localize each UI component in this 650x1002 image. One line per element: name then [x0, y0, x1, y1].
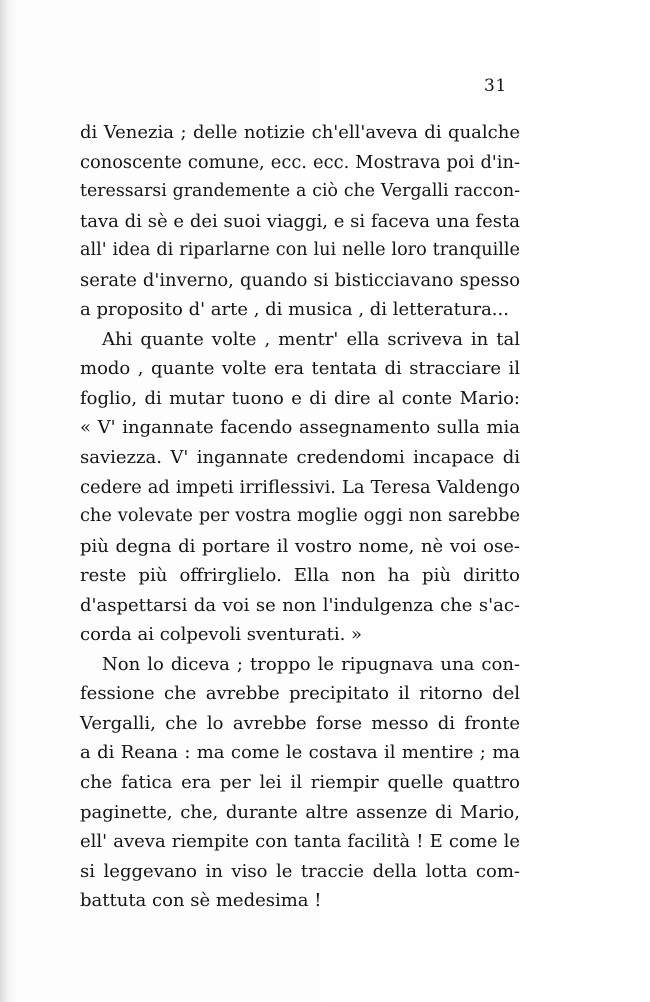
page-number: 31	[484, 76, 507, 96]
text-line: che volevate per vostra moglie oggi non sarebbe	[80, 506, 520, 527]
text-line: d'aspettarsi da voi se non l'indulgenza che s'ac-	[80, 594, 520, 616]
text-line: tava di sè e dei suoi viaggi, e si faceva una festa	[80, 210, 520, 232]
text-line: reste più offrirglielo. Ella non ha più diritto	[80, 565, 520, 587]
text-line: Ahi quante volte , mentr' ella scriveva in tal	[102, 328, 520, 350]
text-line: all' idea di riparlarne con lui nelle loro tranquille	[80, 240, 520, 261]
text-line: fessione che avrebbe precipitato il ritorno del	[80, 683, 520, 705]
text-line: cedere ad impeti irriflessivi. La Teresa Valdengo	[80, 476, 520, 498]
text-line: a proposito d' arte , di musica , di letteratura...	[80, 299, 509, 321]
text-line: più degna di portare il vostro nome, nè voi ose-	[80, 535, 520, 557]
body-text	[80, 118, 520, 916]
text-line: Vergalli, che lo avrebbe forse messo di fronte	[80, 712, 520, 734]
text-line: paginette, che, durante altre assenze di Mario,	[80, 801, 520, 823]
text-line: ell' aveva riempite con tanta facilità ! E come le	[80, 831, 520, 853]
text-line: di Venezia ; delle notizie ch'ell'aveva di qualche	[80, 122, 520, 143]
text-line: serate d'inverno, quando si bisticciavano spesso	[80, 269, 520, 291]
text-line: a di Reana : ma come le costava il mentire ; ma	[80, 742, 520, 764]
text-line: teressarsi grandemente a ciò che Vergalli raccon-	[80, 181, 520, 202]
text-line: conoscente comune, ecc. ecc. Mostrava poi d'in-	[80, 151, 520, 173]
text-line: corda ai colpevoli sventurati. »	[80, 624, 363, 646]
text-line: che fatica era per lei il riempir quelle quattro	[80, 772, 520, 794]
text-line: Non lo diceva ; troppo le ripugnava una con-	[102, 653, 520, 675]
text-line: foglio, di mutar tuono e di dire al conte Mario:	[80, 387, 520, 409]
text-line: modo , quante volte era tentata di stracciare il	[80, 358, 520, 380]
text-line: battuta con sè medesima !	[80, 890, 322, 912]
text-line: saviezza. V' ingannate credendomi incapace di	[80, 447, 520, 469]
text-line: « V' ingannate facendo assegnamento sulla mia	[80, 417, 520, 439]
text-line: si leggevano in viso le traccie della lotta com-	[80, 860, 520, 882]
